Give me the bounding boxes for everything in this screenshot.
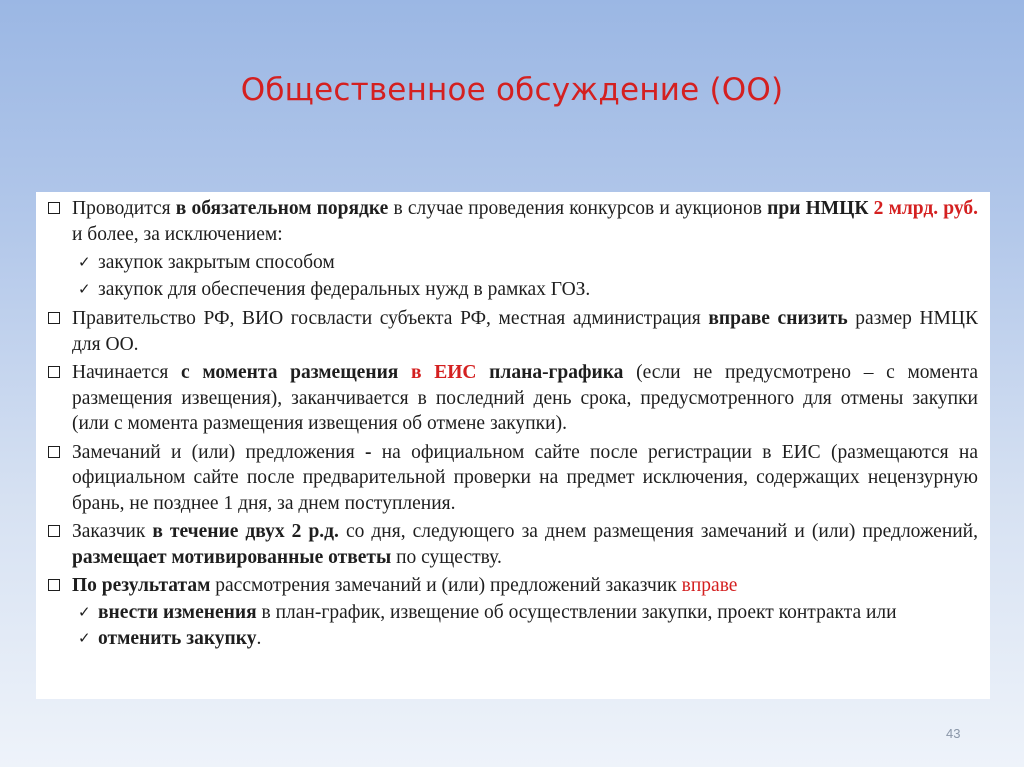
checkmark-icon: ✓ [78, 253, 91, 271]
square-bullet-icon [48, 446, 60, 458]
page-number: 43 [946, 726, 961, 741]
sub-item-6-1 [78, 600, 978, 626]
bullet-item-1 [48, 196, 978, 247]
sub-item-1-1 [78, 250, 978, 276]
content-panel [36, 192, 990, 699]
bullet-item-3 [48, 360, 978, 437]
sub-item-text: закупок для обеспечения федеральных нужд в рамках ГОЗ. [98, 278, 591, 300]
square-bullet-icon [48, 525, 60, 537]
bullet-item-4 [48, 440, 978, 517]
text-run: на официальном сайте после регистрации в ЕИС (размещаются на официальном сайте после предварительной проверки на предмет исключения, содержащих нецензурную брань, не позднее 1 дня, за днем поступления. [72, 441, 978, 514]
red-run: вправе [681, 575, 738, 596]
bold-run: отменить закупку [98, 628, 257, 649]
text-run: рассмотрения замечаний и (или) предложений заказчик [210, 575, 682, 596]
bullet-text [72, 519, 978, 570]
sub-item-6-2 [78, 626, 978, 652]
checkmark-icon: ✓ [78, 602, 91, 621]
checkmark-icon: ✓ [78, 629, 91, 647]
text-run: Заказчик [72, 521, 153, 542]
sub-item-text [98, 626, 978, 652]
text-run: Проводится [72, 198, 176, 219]
bold-run: размещает мотивированные ответы [72, 546, 392, 568]
bullet-text [72, 440, 978, 517]
bold-run: внести изменения [98, 601, 257, 623]
bullet-text [72, 196, 978, 247]
text-run: по существу. [391, 546, 502, 568]
text-run: со дня, следующего за днем размещения замечаний и (или) предложений, [338, 521, 978, 542]
text-run: Начинается [72, 362, 181, 383]
square-bullet-icon [48, 366, 60, 378]
bold-run: вправе снизить [708, 308, 848, 329]
red-bold-run: 2 млрд. руб. [873, 198, 978, 219]
page-title: Общественное обсуждение (ОО) [240, 72, 784, 108]
text-run: размер НМЦК для ОО. [72, 308, 978, 355]
sub-item-1-2 [78, 277, 978, 303]
bullet-text [72, 306, 978, 357]
bullet-item-5 [48, 519, 978, 570]
bold-run: плана-графика [489, 362, 624, 383]
bold-run: в течение двух 2 р.д. [152, 521, 339, 542]
bullet-text [72, 360, 978, 437]
sub-item-text [98, 600, 978, 626]
square-bullet-icon [48, 579, 60, 591]
text-run: (если не предусмотрено – с момента размещения извещения), заканчивается в последний день срока, предусмотренного для отмены закупки (или с момента размещения извещения об отмене закупки). [72, 362, 979, 434]
text-run: в случае проведения конкурсов и аукционов [388, 198, 768, 219]
checkmark-icon: ✓ [78, 279, 91, 298]
bold-run: - [364, 441, 372, 463]
bold-run: в обязательном порядке [175, 198, 389, 219]
text-run: в план-график, извещение об осуществлении закупки, проект контракта или [256, 601, 897, 623]
bullet-text [72, 573, 978, 599]
text-run: . [256, 628, 262, 649]
square-bullet-icon [48, 312, 60, 324]
text-run: Правительство РФ, ВИО госвласти субъекта РФ, местная администрация [72, 308, 709, 329]
sub-item-text: закупок закрытым способом [98, 252, 335, 273]
bold-run: По результатам [72, 575, 211, 596]
bold-run: с момента размещения [181, 362, 399, 383]
square-bullet-icon [48, 202, 60, 214]
text-run: Замечаний и (или) предложения [72, 441, 365, 463]
text-run: и более, за исключением: [72, 223, 283, 245]
bullet-item-6 [48, 573, 978, 599]
bold-run: при НМЦК [767, 198, 869, 219]
red-bold-run: в ЕИС [411, 362, 477, 383]
bullet-item-2 [48, 306, 978, 357]
